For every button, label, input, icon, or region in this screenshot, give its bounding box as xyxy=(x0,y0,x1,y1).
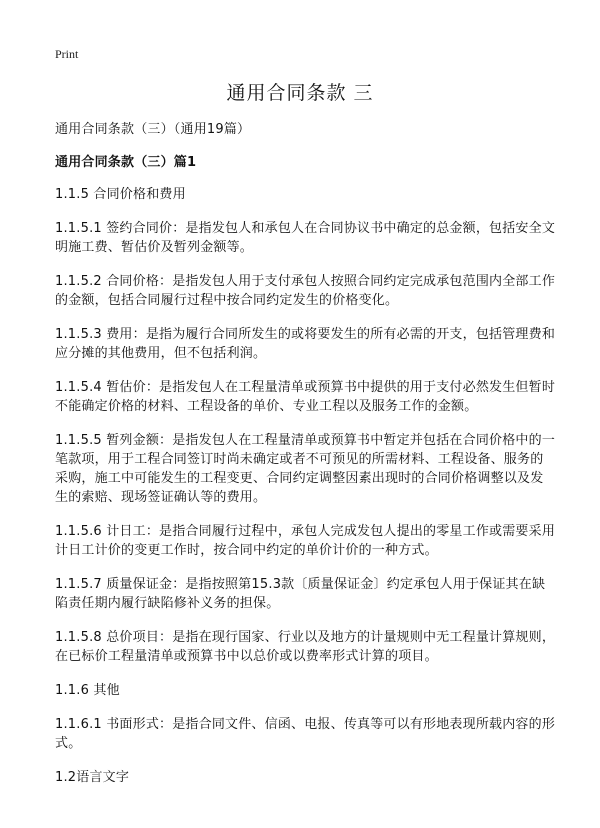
clause-paragraph: 1.1.5.1 签约合同价：是指发包人和承包人在合同协议书中确定的总金额，包括安全文明施工费、暂估价及暂列金额等。 xyxy=(55,221,556,255)
clause-heading-1-1-6: 1.1.6 其他 xyxy=(55,683,120,698)
section-heading: 通用合同条款（三）篇1 xyxy=(55,155,197,170)
clause-paragraph: 1.1.5.2 合同价格：是指发包人用于支付承包人按照合同约定完成承包范围内全部工作的金额，包括合同履行过程中按合同约定发生的价格变化。 xyxy=(55,274,556,308)
print-label: Print xyxy=(55,47,79,61)
page-title: 通用合同条款 三 xyxy=(226,82,374,104)
clause-paragraph: 1.1.5.5 暂列金额：是指发包人在工程量清单或预算书中暂定并包括在合同价格中的一笔款项，用于工程合同签订时尚未确定或者不可预见的所需材料、工程设备、服务的采购，施工中可能发生的工程变更、合同约定调整因素出现时的合同价格调整以及发生的索赔、现场签证确认等的费用。 xyxy=(55,433,556,505)
clause-paragraph: 1.1.5.6 计日工：是指合同履行过程中，承包人完成发包人提出的零星工作或需要采用计日工计价的变更工作时，按合同中约定的单价计价的一种方式。 xyxy=(55,524,556,558)
clause-heading-1-1-5: 1.1.5 合同价格和费用 xyxy=(55,187,186,202)
clause-paragraph: 1.1.5.7 质量保证金：是指按照第15.3款〔质量保证金〕约定承包人用于保证其在缺陷责任期内履行缺陷修补义务的担保。 xyxy=(55,577,546,611)
document-body xyxy=(55,120,555,802)
clause-paragraph: 1.1.5.4 暂估价：是指发包人在工程量清单或预算书中提供的用于支付必然发生但暂时不能确定价格的材料、工程设备的单价、专业工程以及服务工作的金额。 xyxy=(55,380,556,414)
clause-paragraph: 1.1.6.1 书面形式：是指合同文件、信函、电报、传真等可以有形地表现所载内容的形式。 xyxy=(55,717,556,751)
document-subtitle: 通用合同条款（三）（通用19篇） xyxy=(55,122,251,137)
clause-heading-1-2: 1.2语言文字 xyxy=(55,770,130,785)
clause-paragraph: 1.1.5.8 总价项目：是指在现行国家、行业以及地方的计量规则中无工程量计算规则，在已标价工程量清单或预算书中以总价或以费率形式计算的项目。 xyxy=(55,630,556,664)
clause-paragraph: 1.1.5.3 费用：是指为履行合同所发生的或将要发生的所有必需的开支，包括管理费和应分摊的其他费用，但不包括利润。 xyxy=(55,327,556,361)
